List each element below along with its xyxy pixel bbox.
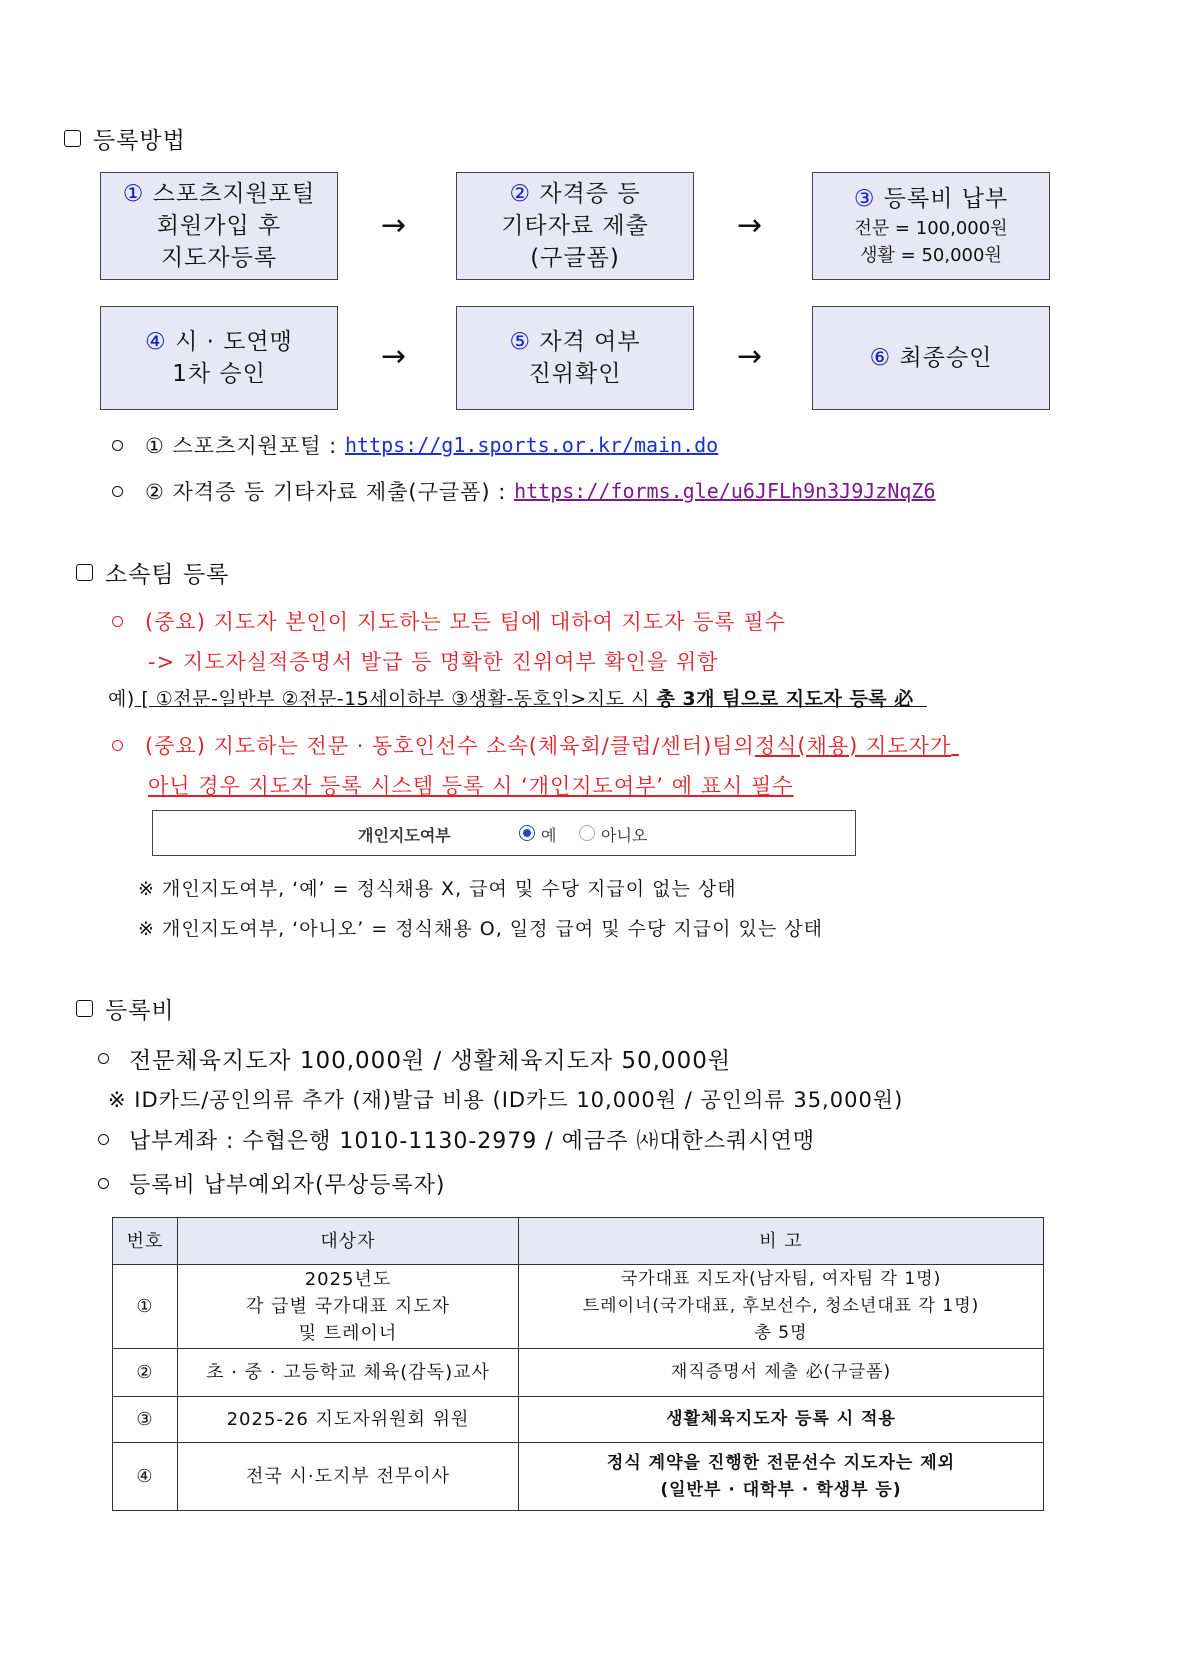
step-box-6 <box>812 306 1050 410</box>
row-target: 초 · 중 · 고등학교 체육(감독)교사 <box>178 1349 519 1397</box>
circle-bullet-icon <box>112 486 123 497</box>
step-line: 회원가입 후 <box>156 213 282 239</box>
step-line: 지도자등록 <box>160 245 278 271</box>
example-line: 예) [ ①전문-일반부 ②전문-15세이하부 ③생활-동호인>지도 시 총 3개 팀으로 지도자 등록 必 <box>108 688 914 710</box>
note-no: ※ 개인지도여부, ‘아니오’ = 정식채용 O, 일정 급여 및 수당 지급이 있는 상태 <box>138 918 823 940</box>
circle-bullet-icon <box>112 740 123 751</box>
section-title-team-registration: 소속팀 등록 <box>76 556 229 589</box>
circle-bullet-icon <box>98 1178 109 1189</box>
important-note-2-detail: 아닌 경우 지도자 등록 시스템 등록 시 ‘개인지도여부’ 예 표시 필수 <box>148 774 794 798</box>
google-form-link[interactable]: https://forms.gle/u6JFLh9n3J9JzNqZ6 <box>514 479 936 503</box>
step-line: 전문 = 100,000원 <box>854 218 1008 239</box>
circle-bullet-icon <box>112 616 123 627</box>
link-item-google-form <box>112 476 936 506</box>
portal-link[interactable]: https://g1.sports.or.kr/main.do <box>344 433 719 457</box>
arrow-right-icon: → <box>381 339 407 374</box>
step-line: 자격 여부 <box>539 329 641 355</box>
table-row <box>113 1443 1044 1511</box>
exempt-title: 등록비 납부예외자(무상등록자) <box>98 1168 445 1199</box>
section-title-fee: 등록비 <box>76 992 175 1025</box>
fee-line: 전문체육지도자 100,000원 / 생활체육지도자 50,000원 <box>98 1042 731 1075</box>
table-row <box>113 1265 1044 1349</box>
note-yes: ※ 개인지도여부, ‘예’ = 정식채용 X, 급여 및 수당 지급이 없는 상태 <box>138 878 737 900</box>
row-target: 2025년도 각 급별 국가대표 지도자 및 트레이너 <box>178 1265 519 1349</box>
account-line: 납부계좌 : 수협은행 1010-1130-2979 / 예금주 ㈔대한스쿼시연맹 <box>98 1124 815 1155</box>
step-box-4 <box>100 306 338 410</box>
step-line: 1차 승인 <box>172 361 266 387</box>
step-line: 생활 = 50,000원 <box>860 245 1002 266</box>
row-target: 2025-26 지도자위원회 위원 <box>178 1397 519 1443</box>
row-remarks: 재직증명서 제출 必(구글폼) <box>519 1349 1044 1397</box>
col-header-remarks: 비 고 <box>519 1218 1044 1265</box>
arrow-right-icon: → <box>737 208 763 243</box>
row-number: ④ <box>113 1443 178 1511</box>
card-fee-note: ※ ID카드/공인의류 추가 (재)발급 비용 (ID카드 10,000원 / 공인의류 35,000원) <box>108 1088 904 1112</box>
radio-no[interactable] <box>579 825 595 841</box>
circle-bullet-icon <box>98 1134 109 1145</box>
row-remarks: 국가대표 지도자(남자팀, 여자팀 각 1명) 트레이너(국가대표, 후보선수, 청소년대표 각 1명) 총 5명 <box>519 1265 1044 1349</box>
important-note-1-detail: -> 지도자실적증명서 발급 등 명확한 진위여부 확인을 위함 <box>148 650 719 674</box>
step-box-1 <box>100 172 338 280</box>
arrow-right-icon: → <box>381 208 407 243</box>
checkbox-square-icon <box>76 564 93 581</box>
col-header-number: 번호 <box>113 1218 178 1265</box>
row-number: ② <box>113 1349 178 1397</box>
radio-no-label: 아니오 <box>601 826 648 845</box>
important-note-2: (중요) 지도하는 전문 · 동호인선수 소속(체육회/클럽/센터)팀의 정식(채용) 지도자가 <box>112 730 959 760</box>
step-line: 진위확인 <box>528 361 622 387</box>
circle-bullet-icon <box>98 1053 109 1064</box>
step-line: 최종승인 <box>899 345 993 371</box>
link-label: ① 스포츠지원포털 : <box>145 434 338 458</box>
exempt-table <box>112 1217 1044 1511</box>
row-number: ③ <box>113 1397 178 1443</box>
step-box-3 <box>812 172 1050 280</box>
step-number: ③ <box>853 186 876 212</box>
step-number: ⑤ <box>509 329 532 355</box>
table-header-row <box>113 1218 1044 1265</box>
important-note-1: (중요) 지도자 본인이 지도하는 모든 팀에 대하여 지도자 등록 필수 <box>112 606 786 636</box>
step-box-2 <box>456 172 694 280</box>
step-number: ② <box>509 181 532 207</box>
table-row <box>113 1397 1044 1443</box>
checkbox-square-icon <box>76 1000 93 1017</box>
step-number: ④ <box>145 329 167 355</box>
step-line: 자격증 등 <box>539 181 641 207</box>
col-header-target: 대상자 <box>178 1218 519 1265</box>
step-box-5 <box>456 306 694 410</box>
checkbox-square-icon <box>64 130 81 147</box>
row-number: ① <box>113 1265 178 1349</box>
step-line: 시 · 도연맹 <box>175 329 293 355</box>
row-remarks: 생활체육지도자 등록 시 적용 <box>519 1397 1044 1443</box>
step-line: 등록비 납부 <box>883 186 1009 212</box>
arrow-right-icon: → <box>737 339 763 374</box>
radio-yes-selected[interactable] <box>519 825 535 841</box>
step-line: 스포츠지원포털 <box>152 181 316 207</box>
personal-coaching-radio-box <box>152 810 856 856</box>
step-number: ⑥ <box>869 345 892 371</box>
radio-group-label: 개인지도여부 <box>358 826 451 845</box>
link-item-portal <box>112 430 718 460</box>
row-remarks: 정식 계약을 진행한 전문선수 지도자는 제외 (일반부 · 대학부 · 학생부 등) <box>519 1443 1044 1511</box>
step-line: (구글폼) <box>530 245 620 271</box>
step-number: ① <box>122 181 145 207</box>
circle-bullet-icon <box>112 440 123 451</box>
step-line: 기타자료 제출 <box>501 213 649 239</box>
section-title-registration-method: 등록방법 <box>64 122 186 155</box>
link-label: ② 자격증 등 기타자료 제출(구글폼) : <box>145 480 507 504</box>
radio-yes-label: 예 <box>541 826 557 845</box>
table-row <box>113 1349 1044 1397</box>
row-target: 전국 시·도지부 전무이사 <box>178 1443 519 1511</box>
